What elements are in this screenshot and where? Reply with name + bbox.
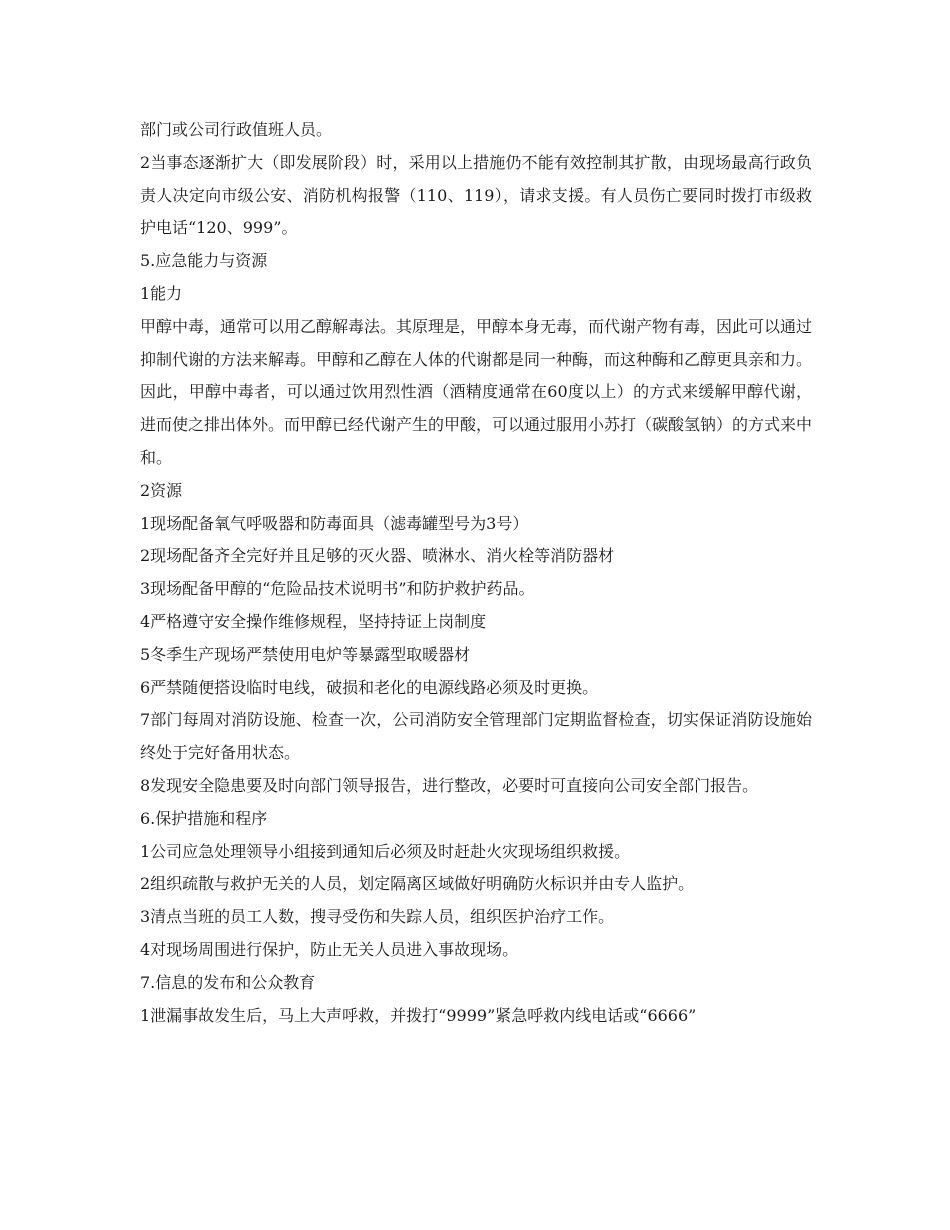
list-item: 6严禁随便搭设临时电线，破损和老化的电源线路必须及时更换。 (140, 677, 599, 697)
paragraph: 2当事态逐渐扩大（即发展阶段）时，采用以上措施仍不能有效控制其扩散，由现场最高行政负责人决定向市级公安、消防机构报警（110、119），请求支援。有人员伤亡要同时拨打市级救护电话“120、999”。 (140, 152, 812, 238)
section-heading: 7.信息的发布和公众教育 (140, 972, 316, 992)
list-item: 4严格遵守安全操作维修规程，坚持持证上岗制度 (140, 611, 487, 631)
section-heading: 5.应急能力与资源 (140, 251, 268, 271)
list-item: 8发现安全隐患要及时向部门领导报告，进行整改，必要时可直接向公司安全部门报告。 (140, 775, 759, 795)
list-item: 3现场配备甲醇的“危险品技术说明书”和防护救护药品。 (140, 579, 535, 599)
subsection-heading: 2资源 (140, 480, 183, 500)
paragraph: 甲醇中毒，通常可以用乙醇解毒法。其原理是，甲醇本身无毒，而代谢产物有毒，因此可以通过抑制代谢的方法来解毒。甲醇和乙醇在人体的代谢都是同一种酶，而这种酶和乙醇更具亲和力。因此，甲醇中毒者，可以通过饮用烈性酒（酒精度通常在60度以上）的方式来缓解甲醇代谢，进而使之排出体外。而甲醇已经代谢产生的甲酸，可以通过服用小苏打（碳酸氢钠）的方式来中和。 (140, 316, 813, 467)
list-item: 4对现场周围进行保护，防止无关人员进入事故现场。 (140, 939, 519, 959)
list-item: 2现场配备齐全完好并且足够的灭火器、喷淋水、消火栓等消防器材 (140, 546, 615, 566)
list-item: 7部门每周对消防设施、检查一次，公司消防安全管理部门定期监督检查，切实保证消防设施始终处于完好备用状态。 (140, 710, 812, 763)
subsection-heading: 1能力 (140, 283, 183, 303)
document-body (140, 114, 812, 1032)
list-item: 1公司应急处理领导小组接到通知后必须及时赶赴火灾现场组织救援。 (140, 841, 631, 861)
list-item: 2组织疏散与救护无关的人员，划定隔离区域做好明确防火标识并由专人监护。 (140, 874, 695, 894)
list-item: 1现场配备氧气呼吸器和防毒面具（滤毒罐型号为3号） (140, 513, 529, 533)
list-item: 1泄漏事故发生后，马上大声呼救，并拨打“9999”紧急呼救内线电话或“6666” (140, 1005, 697, 1025)
paragraph: 部门或公司行政值班人员。 (140, 120, 333, 139)
list-item: 5冬季生产现场严禁使用电炉等暴露型取暖器材 (140, 644, 471, 664)
list-item: 3清点当班的员工人数，搜寻受伤和失踪人员，组织医护治疗工作。 (140, 907, 615, 927)
section-heading: 6.保护措施和程序 (140, 808, 268, 828)
